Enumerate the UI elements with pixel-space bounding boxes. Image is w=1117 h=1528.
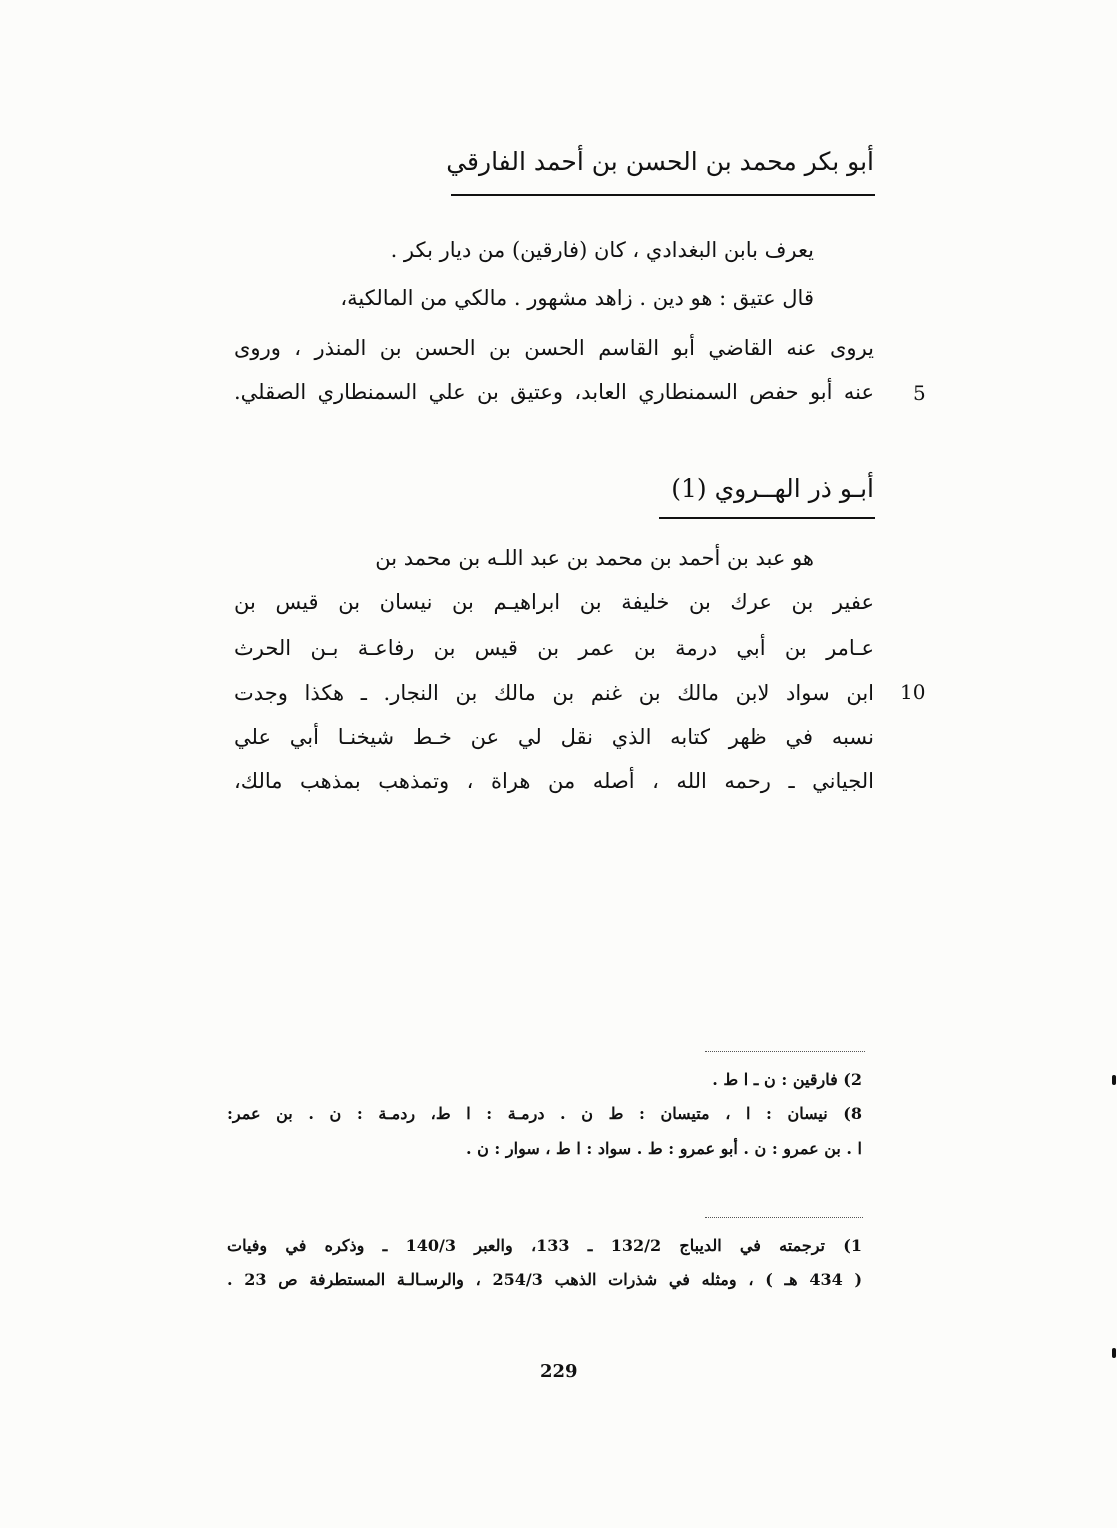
entry-1-line-3: يروى عنه القاضي أبو القاسم الحسن بن الحسن بن المنذر ، وروى [234, 336, 874, 360]
entry-1-heading: أبو بكر محمد بن الحسن بن أحمد الفارقي [446, 147, 874, 176]
entry-1-line-4: عنه أبو حفص السمنطاري العابد، وعتيق بن علي السمنطاري الصقلي. [234, 380, 874, 404]
biographical-note-1: 1) ترجمته في الديباج 132/2 ـ 133، والعبر 140/3 ـ وذكره في وفيات [227, 1236, 862, 1255]
biographical-note-2: ( 434 هـ ) ، ومثله في شذرات الذهب 254/3 ، والرسـالـة المستطرفة ص 23 . [227, 1270, 863, 1289]
page-number: 229 [540, 1361, 578, 1382]
biographical-notes-divider [705, 1217, 863, 1218]
variant-note-2: 8) نيسان : ا ، متيسان : ط ن . درمـة : ا ط، ردمـة : ن . بن عمر: [227, 1104, 862, 1123]
line-number-5: 5 [913, 381, 926, 405]
entry-2-line-2: عفير بن عرك بن خليفة بن ابراهيـم بن نيسان بن قيس بن [234, 590, 874, 614]
line-number-10: 10 [900, 680, 926, 704]
entry-1-line-2: قال عتيق : هو دين . زاهد مشهور . مالكي من المالكية، [340, 286, 814, 310]
entry-2-line-5: نسبه في ظهر كتابه الذي نقل لي عن خـط شيخنـا أبي علي [234, 725, 874, 749]
entry-1-heading-underline [451, 194, 875, 196]
entry-2-line-6: الجياني ـ رحمه الله ، أصله من هراة ، وتمذهب بمذهب مالك، [234, 769, 874, 793]
variant-note-3: ا . بن عمرو : ن . أبو عمرو : ط . سواد : ا ط ، سوار : ن . [465, 1139, 862, 1158]
entry-1-line-1: يعرف بابن البغدادي ، كان (فارقين) من ديار بكر . [390, 238, 814, 262]
entry-2-line-4: ابن سواد لابن مالك بن غنم بن مالك بن النجار. ـ هكذا وجدت [234, 681, 874, 705]
entry-2-line-1: هو عبد بن أحمد بن محمد بن عبد اللـه بن محمد بن [375, 546, 814, 570]
scan-edge-mark-1 [1112, 1075, 1116, 1085]
variant-notes-divider [705, 1051, 865, 1052]
variant-note-1: 2) فارقين : ن ـ ا ط . [712, 1070, 862, 1089]
entry-2-line-3: عـامر بن أبي درمة بن عمر بن قيس بن رفاعـة بـن الحرث [234, 636, 874, 660]
entry-2-heading: أبـو ذر الهــروي (1) [671, 474, 874, 503]
entry-2-heading-underline [659, 517, 875, 519]
scan-edge-mark-2 [1112, 1348, 1116, 1358]
